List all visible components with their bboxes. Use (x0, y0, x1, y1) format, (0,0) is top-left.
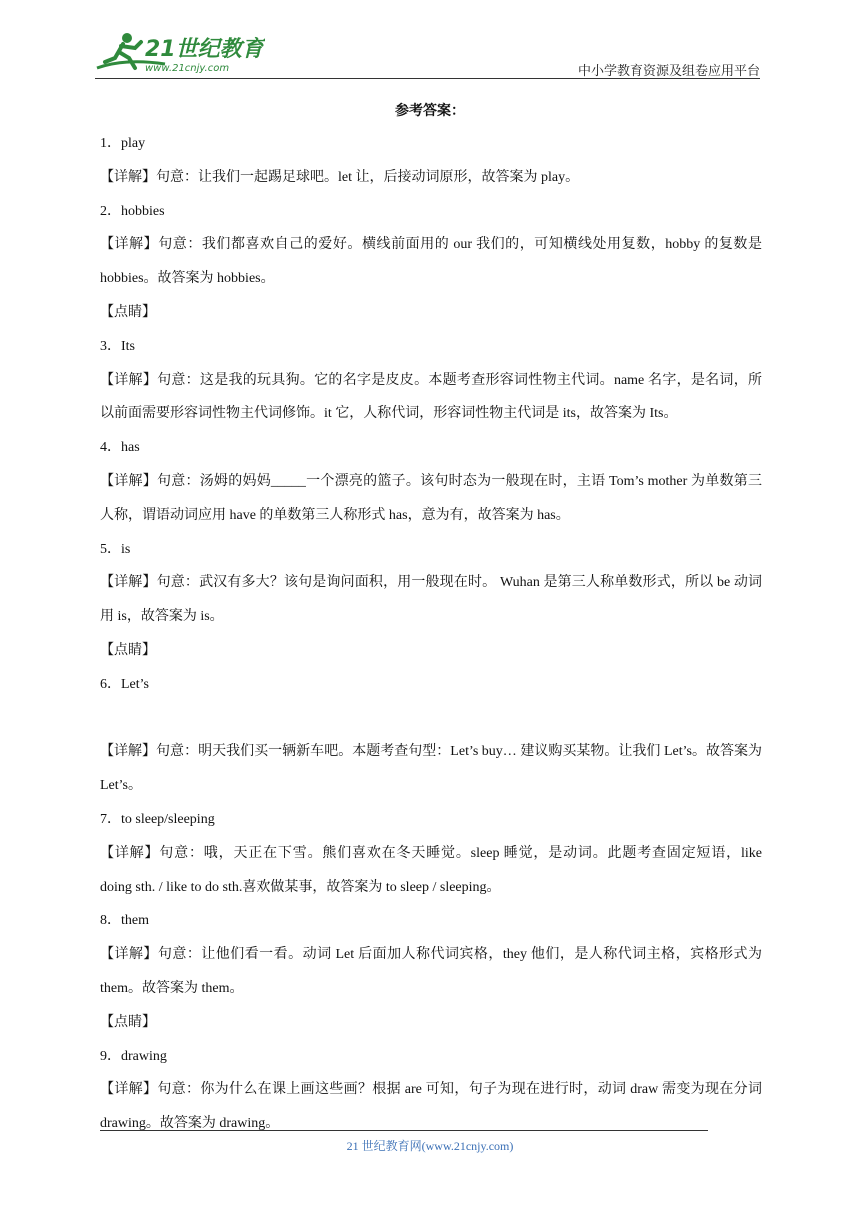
answer-5: 5．is (100, 541, 131, 557)
detail-4: 【详解】句意：汤姆的妈妈_____一个漂亮的篮子。该句时态为一般现在时，主语 Tom’s mother 为单数第三人称，谓语动词应用 have 的单数第三人称形式 has，意为有，故答案为 has。 (100, 473, 762, 523)
header-divider (95, 78, 760, 79)
answer-8: 8．them (100, 913, 149, 929)
answer-2: 2．hobbies (100, 203, 165, 219)
runner-logo-icon (95, 28, 265, 76)
note-8: 【点睛】 (100, 1014, 156, 1030)
answer-1: 1．play (100, 136, 146, 151)
answer-3: 3．Its (100, 338, 135, 354)
blank-line (100, 702, 762, 736)
svg-text:www.21cnjy.com: www.21cnjy.com (145, 63, 230, 74)
platform-name: 中小学教育资源及组卷应用平台 (577, 64, 760, 79)
detail-6: 【详解】句意：明天我们买一辆新车吧。本题考查句型：Let’s buy… 建议购买某物。让我们 Let’s。故答案为 Let’s。 (100, 744, 762, 794)
note-5: 【点睛】 (100, 642, 156, 658)
svg-text:21世纪教育: 21世纪教育 (145, 37, 264, 62)
footer-divider (100, 1130, 708, 1131)
detail-3: 【详解】句意：这是我的玩具狗。它的名字是皮皮。本题考查形容词性物主代词。name 名字，是名词，所以前面需要形容词性物主代词修饰。it 它，人称代词，形容词性物主代词是 its，故答案为 Its。 (100, 372, 762, 422)
page-title: 参考答案： (395, 103, 465, 119)
detail-9: 【详解】句意：你为什么在课上画这些画？根据 are 可知，句子为现在进行时，动词 draw 需变为现在分词 drawing。故答案为 drawing。 (100, 1082, 762, 1132)
detail-2: 【详解】句意：我们都喜欢自己的爱好。横线前面用的 our 我们的，可知横线处用复数，hobby 的复数是 hobbies。故答案为 hobbies。 (100, 237, 762, 287)
note-2: 【点睛】 (100, 304, 156, 320)
answer-6: 6．Let’s (100, 676, 149, 692)
answer-4: 4．has (100, 440, 140, 456)
site-logo (95, 28, 265, 76)
detail-5: 【详解】句意：武汉有多大？该句是询问面积，用一般现在时。 Wuhan 是第三人称单数形式，所以 be 动词用 is，故答案为 is。 (100, 575, 762, 625)
footer-link[interactable]: 21 世纪教育网(www.21cnjy.com) (346, 1139, 514, 1153)
answer-list (100, 127, 762, 1141)
detail-1: 【详解】句意：让我们一起踢足球吧。let 让，后接动词原形，故答案为 play。 (100, 169, 580, 185)
detail-8: 【详解】句意：让他们看一看。动词 Let 后面加人称代词宾格，they 他们，是人称代词主格，宾格形式为 them。故答案为 them。 (100, 947, 762, 996)
answer-9: 9．drawing (100, 1048, 167, 1064)
answer-7: 7．to sleep/sleeping (100, 811, 215, 827)
detail-7: 【详解】句意：哦，天正在下雪。熊们喜欢在冬天睡觉。sleep 睡觉，是动词。此题考查固定短语，like doing sth. / like to do sth.喜欢做某事，故答案为 to sleep / sleeping。 (100, 845, 762, 895)
page-header (95, 28, 760, 80)
